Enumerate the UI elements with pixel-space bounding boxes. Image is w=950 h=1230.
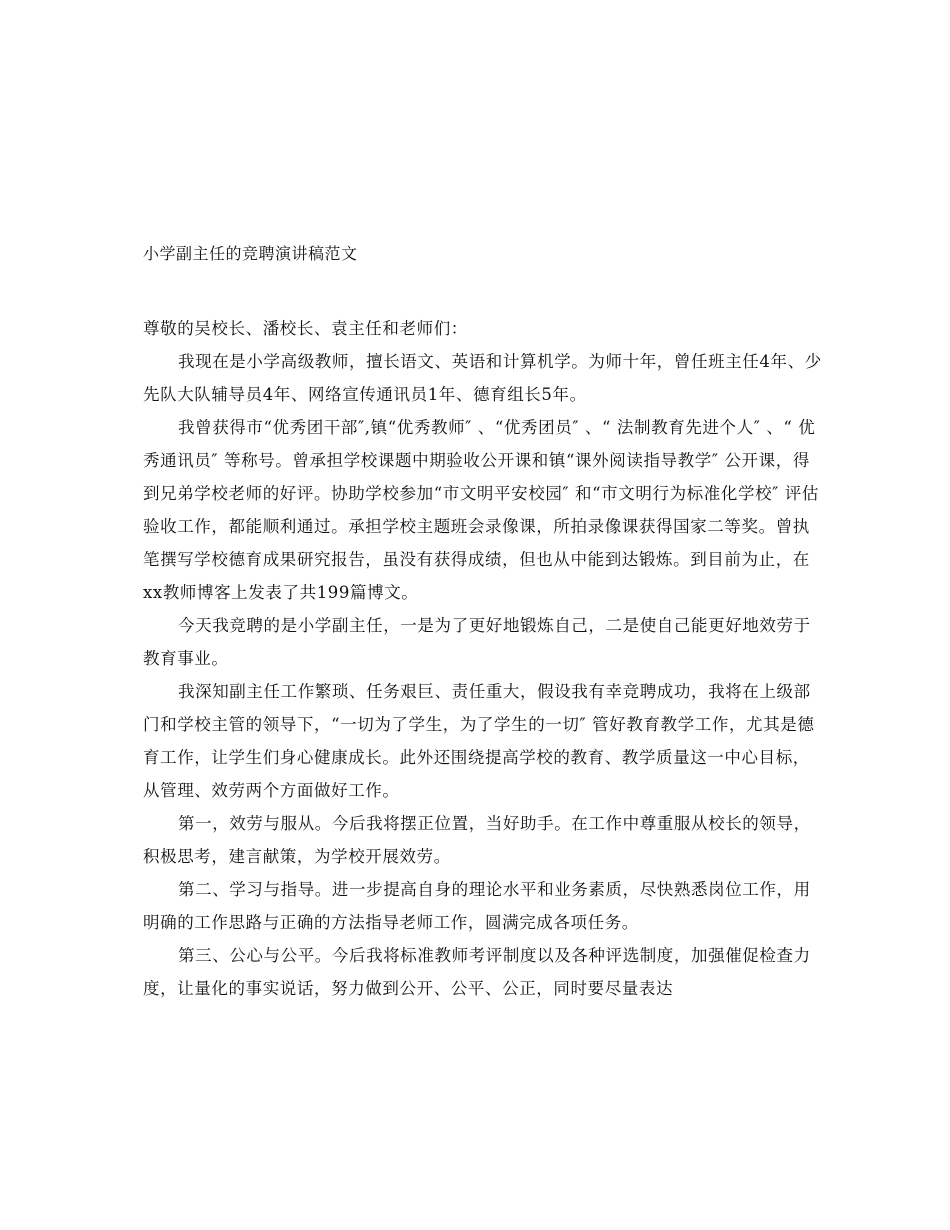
paragraph-point-three: 第三、公心与公平。今后我将标准教师考评制度以及各种评选制度，加强催促检查力度，让量化的事实说话，努力做到公开、公平、公正，同时要尽量表达 <box>143 946 811 998</box>
paragraph-motivation: 今天我竞聘的是小学副主任，一是为了更好地锻炼自己，二是使自己能更好地效劳于教育事业。 <box>143 616 811 668</box>
salutation: 尊敬的吴校长、潘校长、袁主任和老师们： <box>143 319 468 338</box>
document-title: 小学副主任的竞聘演讲稿范文 <box>143 244 358 263</box>
paragraph-point-one: 第一，效劳与服从。今后我将摆正位置，当好助手。在工作中尊重服从校长的领导，积极思考，建言献策，为学校开展效劳。 <box>143 814 811 866</box>
paragraph-point-two: 第二、学习与指导。进一步提高自身的理论水平和业务素质，尽快熟悉岗位工作，用明确的工作思路与正确的方法指导老师工作，圆满完成各项任务。 <box>143 880 811 932</box>
paragraph-responsibility: 我深知副主任工作繁琐、任务艰巨、责任重大，假设我有幸竞聘成功，我将在上级部门和学校主管的领导下，“一切为了学生，为了学生的一切″ 管好教育教学工作，尤其是德育工作，让学生们身心健康成长。此外还围绕提高学校的教育、教学质量这一中心目标，从管理、效劳两个方面做好工作。 <box>143 682 815 800</box>
document-body <box>143 312 823 1005</box>
paragraph-achievements: 我曾获得市“优秀团干部″,镇“优秀教师″ 、“优秀团员″ 、“ 法制教育先进个人″ 、“ 优秀通讯员″ 等称号。曾承担学校课题中期验收公开课和镇“课外阅读指导教学″ 公开课，得到兄弟学校老师的好评。协助学校参加“市文明平安校园″ 和“市文明行为标准化学校″ 评估验收工作，都能顺利通过。承担学校主题班会录像课，所拍录像课获得国家二等奖。曾执笔撰写学校德育成果研究报告，虽没有获得成绩，但也从中能到达锻炼。到目前为止，在xx教师博客上发表了共199篇博文。 <box>143 418 819 602</box>
paragraph-intro: 我现在是小学高级教师，擅长语文、英语和计算机学。为师十年，曾任班主任4年、少先队大队辅导员4年、网络宣传通讯员1年、德育组长5年。 <box>143 352 822 404</box>
